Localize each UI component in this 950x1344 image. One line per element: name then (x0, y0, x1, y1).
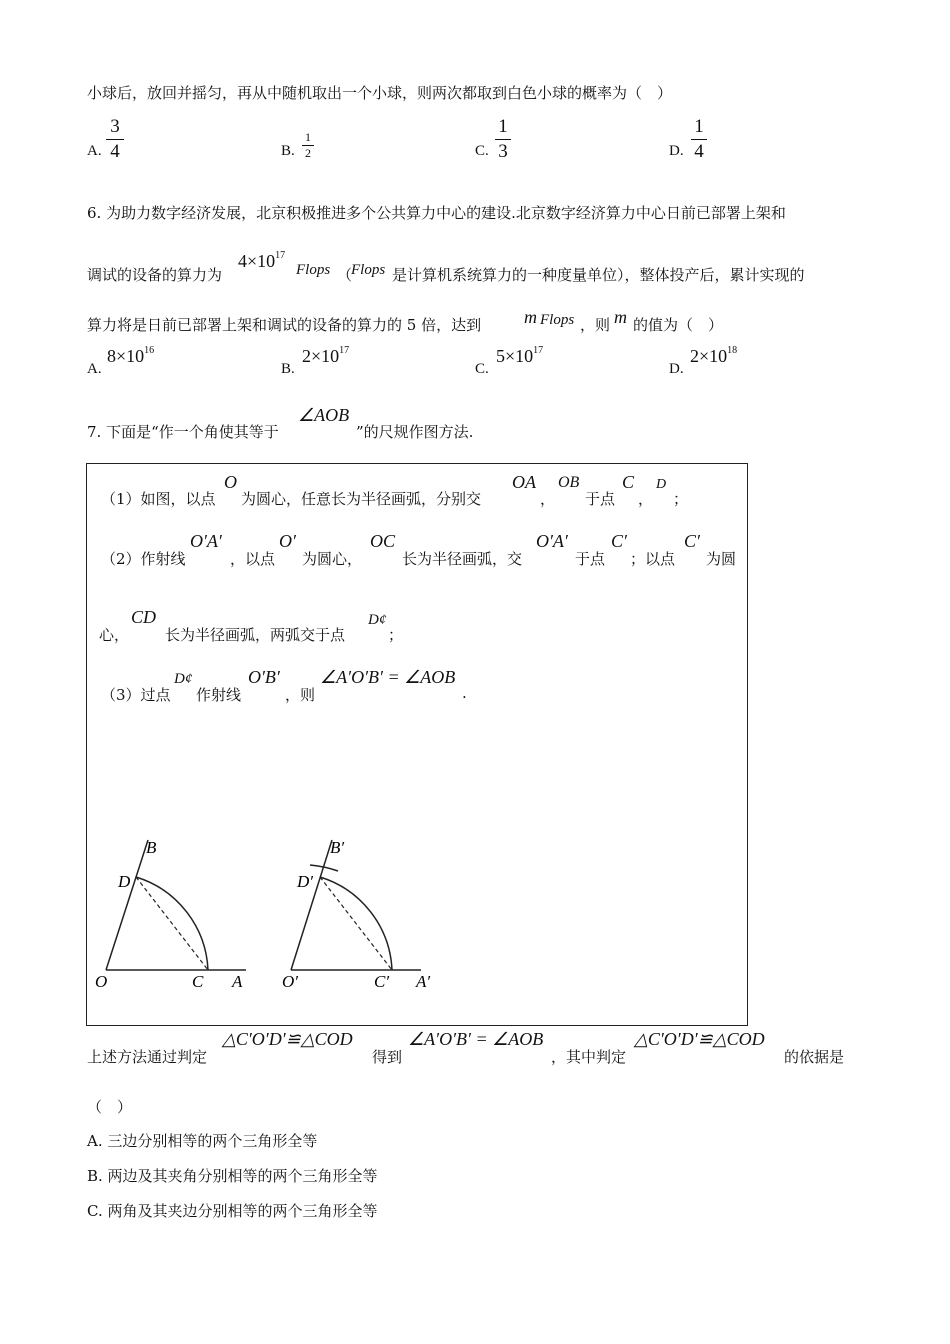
exponent: 16 (144, 345, 155, 356)
q7-angle-equation: ∠A′O′B′ = ∠AOB (408, 1029, 544, 1049)
q7-option-a: A. 三边分别相等的两个三角形全等 (87, 1132, 318, 1150)
q6-unit-3: Flops (540, 312, 575, 328)
label-c: C (192, 972, 204, 991)
base: 2×10 (690, 346, 728, 366)
q6-unit: Flops (296, 262, 331, 278)
ray-ob (106, 840, 148, 970)
numerator: 1 (305, 130, 311, 144)
step1-end: ； (673, 490, 689, 508)
label-b: B (146, 838, 157, 857)
segment-c-prime-d-prime (320, 877, 392, 970)
q6-option-b-label: B. (281, 361, 295, 377)
q5-option-a-fraction (106, 116, 124, 163)
step1-comma: ， (540, 490, 556, 508)
q6-var-m: m (524, 307, 537, 327)
q6-option-a-value (107, 345, 154, 367)
q7-stem-angle: ∠AOB (298, 405, 350, 425)
denominator: 2 (305, 146, 311, 160)
step2-oc: OC (370, 531, 396, 551)
exponent: 17 (275, 250, 286, 261)
q6-option-d-label: D. (669, 361, 684, 377)
step2-point-o: O′ (279, 531, 296, 551)
step2-cont-b: 长为半径画弧，两弧交于点 (165, 626, 346, 644)
q6-line-2-prefix: 调试的设备的算力为 (87, 266, 223, 284)
label-d: D (118, 872, 131, 891)
exponent: 18 (727, 345, 738, 356)
ray-o-prime-b-prime (291, 840, 332, 970)
step3-ray-ob: O′B′ (248, 667, 280, 687)
q6-line-3-prefix: 算力将是日前已部署上架和调试的设备的算力的 5 倍，达到 (87, 316, 482, 334)
label-o: O (95, 972, 108, 991)
label-a: A (232, 972, 243, 991)
step1-text-c: 于点 (585, 490, 616, 508)
step1-text-b: 为圆心，任意长为半径画弧，分别交 (241, 490, 482, 508)
base: 8×10 (107, 346, 145, 366)
q7-answer-paren: （ ） (87, 1098, 133, 1116)
q5-option-a-label: A. (87, 143, 102, 159)
q6-line-3-mid: ，则 (580, 316, 611, 334)
step2-text-f: ；以点 (630, 550, 676, 568)
step3-text-b: 作射线 (196, 686, 242, 704)
q5-option-b-label: B. (281, 143, 295, 159)
denominator: 3 (498, 141, 508, 162)
step1-ob: OB (558, 474, 580, 491)
step2-ray-oa-2: O′A′ (536, 531, 568, 551)
denominator: 4 (110, 141, 120, 162)
denominator: 4 (694, 141, 704, 162)
step2-text-g: 为圆 (706, 550, 737, 568)
step2-text-c: 为圆心， (302, 550, 363, 568)
numerator: 1 (694, 116, 704, 137)
q7-stem-suffix: ”的尺规作图方法. (356, 423, 474, 441)
q6-line-2-suffix: 是计算机系统算力的一种度量单位），整体投产后，累计实现的 (392, 266, 805, 284)
base: 4×10 (238, 251, 276, 271)
q5-stem: 小球后，放回并摇匀，再从中随机取出一个小球，则两次都取到白色小球的概率为（ ） (87, 84, 673, 102)
step1-text-a: （1）如图，以点 (101, 490, 216, 508)
q5-option-d-fraction (691, 116, 707, 163)
q6-option-c-label: C. (475, 361, 489, 377)
exponent: 17 (533, 345, 544, 356)
q6-option-c-value (496, 345, 543, 367)
step2-point-c: C′ (611, 531, 627, 551)
step1-point-c: C (622, 472, 635, 492)
q7-congruence-2: △C′O′D′≌△COD (634, 1029, 765, 1049)
q6-compute-value (238, 250, 285, 272)
step1-oa: OA (512, 472, 536, 492)
q6-option-a-label: A. (87, 361, 102, 377)
q6-line-1: 6. 为助力数字经济发展，北京积极推进多个公共算力中心的建设.北京数字经济算力中心日前已部署上架和 (87, 204, 786, 222)
q6-paren-open: （ (337, 266, 353, 284)
step2-point-c-2: C′ (684, 531, 700, 551)
step1-point-d: D (656, 477, 667, 492)
q7-after-prefix: 上述方法通过判定 (87, 1048, 208, 1066)
step1-point-o: O (224, 472, 237, 492)
q6-option-b-value (302, 345, 349, 367)
construction-figures (86, 825, 431, 1005)
label-d-prime: D′ (297, 872, 313, 891)
q6-option-d-value (690, 345, 737, 367)
label-a-prime: A′ (416, 972, 431, 991)
q5-option-d-label: D. (669, 143, 684, 159)
step3-equation: ∠A′O′B′ = ∠AOB (320, 667, 456, 687)
step2-cd: CD (131, 607, 157, 627)
q6-unit-2: Flops (351, 262, 386, 278)
base: 2×10 (302, 346, 340, 366)
step2-text-a: （2）作射线 (101, 550, 186, 568)
step1-comma-2: ， (638, 490, 654, 508)
step3-end: . (462, 684, 467, 702)
step2-point-d: D¢ (368, 612, 387, 628)
q5-option-b-fraction (302, 131, 314, 160)
figure-original (95, 838, 246, 991)
q7-after-d: 的依据是 (784, 1048, 845, 1066)
segment-cd (136, 877, 208, 970)
step2-text-b: ，以点 (230, 550, 276, 568)
q7-option-c: C. 两角及其夹边分别相等的两个三角形全等 (87, 1202, 378, 1220)
label-o-prime: O′ (282, 972, 298, 991)
q7-option-b: B. 两边及其夹角分别相等的两个三角形全等 (87, 1167, 378, 1185)
step2-cont-a: 心， (99, 626, 130, 644)
step2-ray-oa: O′A′ (190, 531, 222, 551)
numerator: 1 (498, 116, 508, 137)
step2-text-e: 于点 (575, 550, 606, 568)
label-b-prime: B′ (330, 838, 345, 857)
step3-text-c: ，则 (285, 686, 316, 704)
exponent: 17 (339, 345, 350, 356)
q6-var-m-2: m (614, 307, 627, 327)
step3-text-a: （3）过点 (101, 686, 171, 704)
q7-after-b: 得到 (372, 1048, 403, 1066)
q7-congruence: △C′O′D′≌△COD (222, 1029, 353, 1049)
step2-cont-end: ； (388, 626, 404, 644)
q5-option-c-fraction (495, 116, 511, 163)
numerator: 3 (110, 116, 120, 137)
q7-stem-prefix: 7. 下面是“作一个角使其等于 (87, 423, 279, 441)
label-c-prime: C′ (374, 972, 390, 991)
q5-option-c-label: C. (475, 143, 489, 159)
q7-after-c: ，其中判定 (551, 1048, 627, 1066)
step3-point-d: D¢ (174, 671, 193, 687)
step2-text-d: 长为半径画弧，交 (402, 550, 523, 568)
base: 5×10 (496, 346, 534, 366)
q6-line-3-suffix: 的值为（ ） (633, 316, 724, 334)
